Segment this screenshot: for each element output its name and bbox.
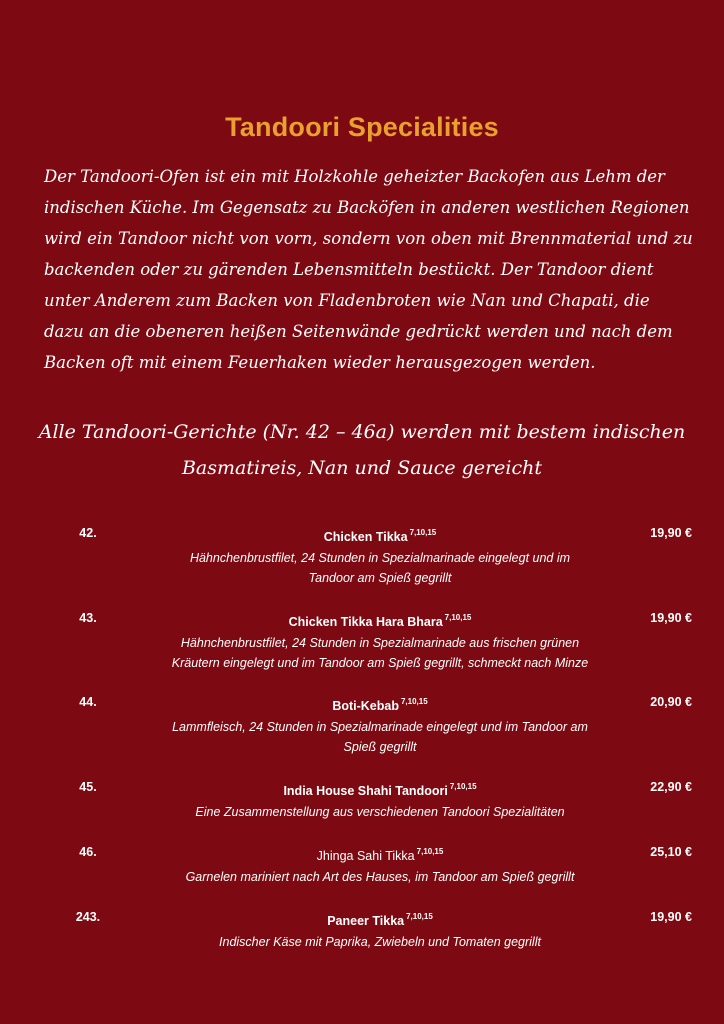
item-name: [130, 912, 630, 928]
item-name: [130, 847, 630, 863]
intro-line: wird ein Tandoor nicht von vorn, sondern von oben mit Brennmaterial und zu: [44, 229, 693, 248]
description-line: Kräutern eingelegt und im Tandoor am Spieß gegrillt, schmeckt nach Minze: [171, 656, 589, 670]
item-price: 19,90 €: [650, 526, 692, 540]
item-name: [130, 613, 630, 629]
item-allergens: 7,10,15: [406, 912, 433, 921]
item-description: [130, 802, 630, 822]
intro-line: Backen oft mit einem Feuerhaken wieder herausgezogen werden.: [44, 353, 596, 372]
item-price: 19,90 €: [650, 910, 692, 924]
item-name-text: Chicken Tikka: [323, 530, 408, 544]
item-name: [130, 782, 630, 798]
item-number: 44.: [79, 695, 97, 709]
intro-paragraph: [44, 161, 692, 378]
serving-note-line: Alle Tandoori-Gerichte (Nr. 42 – 46a) werden mit bestem indischen: [38, 421, 686, 443]
item-description: [130, 932, 630, 952]
item-description: [130, 717, 630, 757]
item-price: 22,90 €: [650, 780, 692, 794]
description-line: Hähnchenbrustfilet, 24 Stunden in Spezialmarinade eingelegt und im: [189, 551, 571, 565]
description-line: Lammfleisch, 24 Stunden in Spezialmarinade eingelegt und im Tandoor am: [172, 720, 588, 734]
item-name-text: Paneer Tikka: [327, 914, 405, 928]
item-description: [130, 548, 630, 588]
description-line: Indischer Käse mit Paprika, Zwiebeln und Tomaten gegrillt: [219, 935, 541, 949]
description-line: Hähnchenbrustfilet, 24 Stunden in Spezialmarinade aus frischen grünen: [180, 636, 580, 650]
item-name-text: Chicken Tikka Hara Bhara: [288, 615, 443, 629]
intro-line: unter Anderem zum Backen von Fladenbroten wie Nan und Chapati, die: [44, 291, 650, 310]
item-number: 43.: [79, 611, 97, 625]
item-name: [130, 697, 630, 713]
intro-line: indischen Küche. Im Gegensatz zu Backöfen in anderen westlichen Regionen: [44, 198, 690, 217]
serving-note-line: Basmatireis, Nan und Sauce gereicht: [181, 457, 543, 479]
item-number: 46.: [79, 845, 97, 859]
item-name: [130, 528, 630, 544]
item-allergens: 7,10,15: [409, 528, 437, 537]
item-allergens: 7,10,15: [444, 613, 472, 622]
item-allergens: 7,10,15: [400, 697, 428, 706]
description-line: Spieß gegrillt: [343, 740, 417, 754]
item-price: 19,90 €: [650, 611, 692, 625]
serving-note: [0, 414, 724, 486]
intro-line: dazu an die obeneren heißen Seitenwände gedrückt werden und nach dem: [44, 322, 673, 341]
description-line: Garnelen mariniert nach Art des Hauses, im Tandoor am Spieß gegrillt: [185, 870, 575, 884]
item-description: [130, 633, 630, 673]
item-number: 42.: [79, 526, 97, 540]
item-allergens: 7,10,15: [449, 782, 477, 791]
description-line: Tandoor am Spieß gegrillt: [308, 571, 452, 585]
item-name-text: Boti-Kebab: [332, 699, 399, 713]
item-name-text: Jhinga Sahi Tikka: [316, 849, 415, 863]
item-description: [130, 867, 630, 887]
item-name-text: India House Shahi Tandoori: [283, 784, 448, 798]
item-price: 20,90 €: [650, 695, 692, 709]
item-allergens: 7,10,15: [416, 847, 444, 856]
description-line: Eine Zusammenstellung aus verschiedenen Tandoori Spezialitäten: [195, 805, 565, 819]
item-number: 243.: [75, 910, 101, 924]
item-price: 25,10 €: [650, 845, 692, 859]
intro-line: backenden oder zu gärenden Lebensmitteln bestückt. Der Tandoor dient: [44, 260, 654, 279]
page-title: Tandoori Specialities: [225, 112, 499, 142]
item-number: 45.: [79, 780, 97, 794]
intro-line: Der Tandoori-Ofen ist ein mit Holzkohle geheizter Backofen aus Lehm der: [44, 167, 665, 186]
